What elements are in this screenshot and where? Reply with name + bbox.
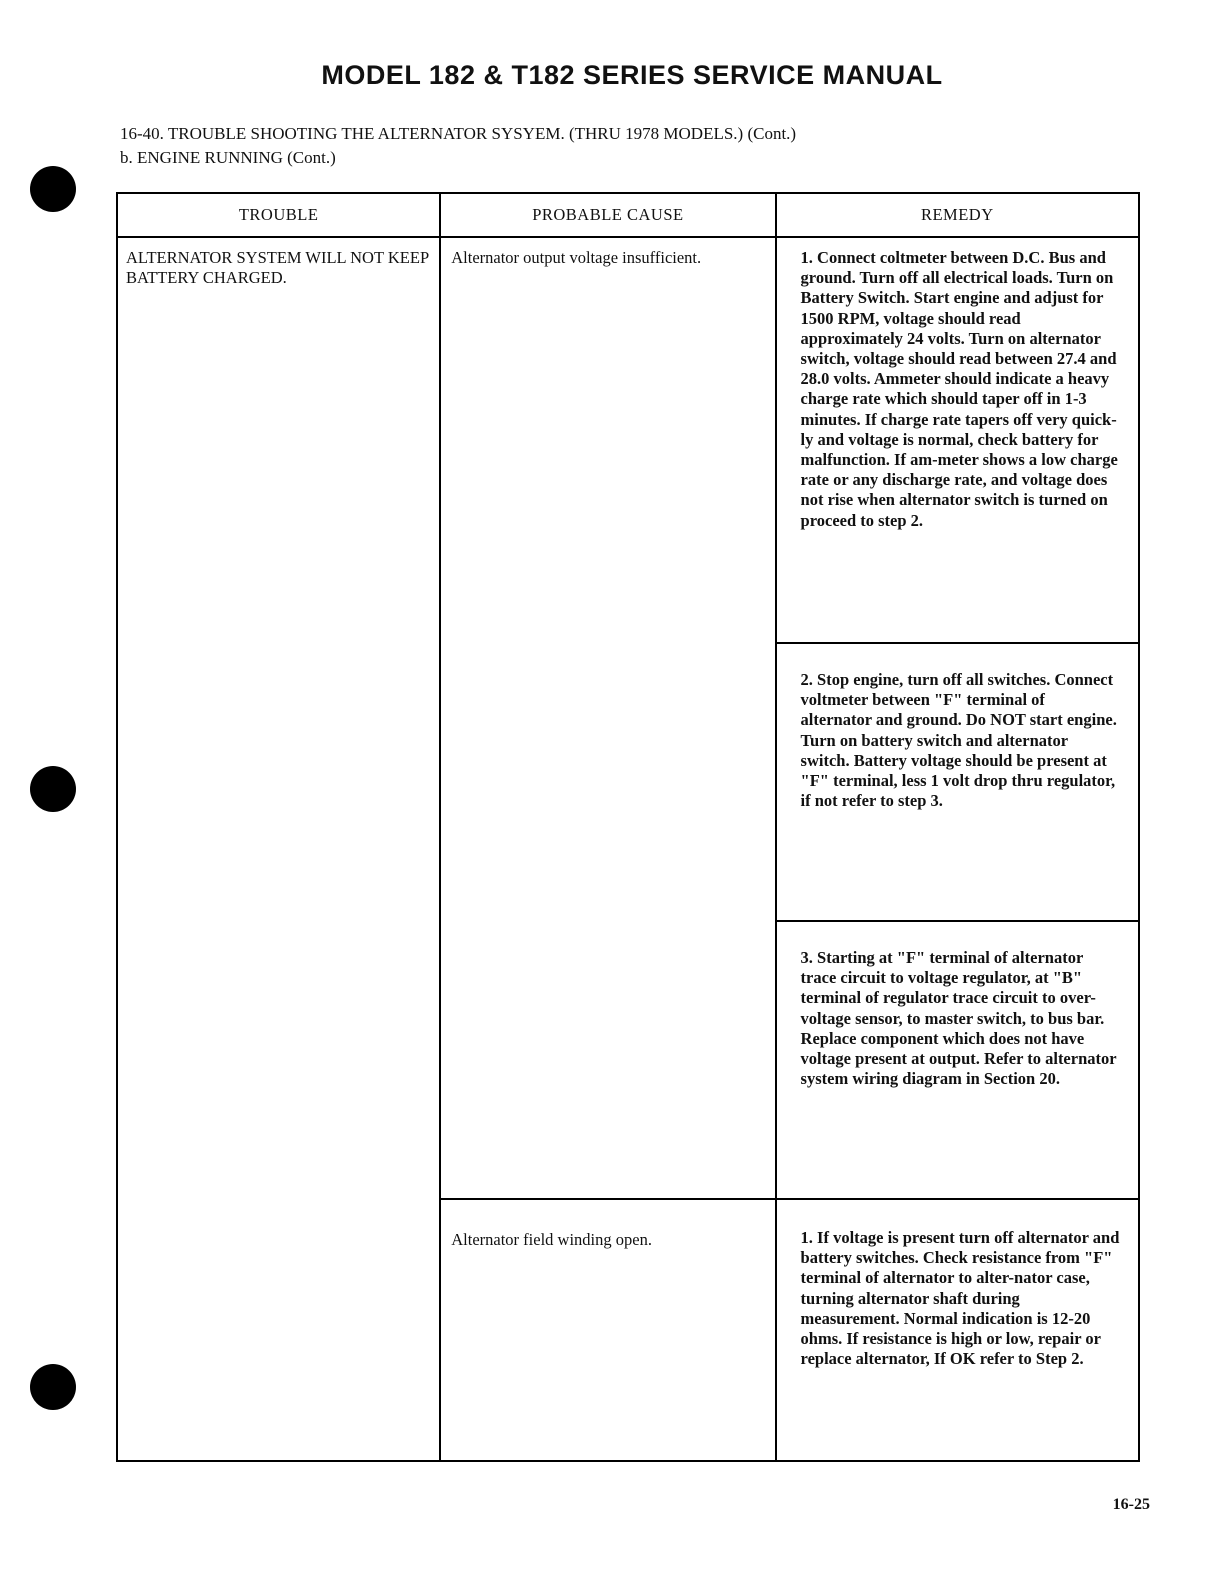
- troubleshooting-table: [116, 192, 1140, 1462]
- section-heading: 16-40. TROUBLE SHOOTING THE ALTERNATOR SYSYEM. (THRU 1978 MODELS.) (Cont.): [120, 124, 797, 143]
- remedy-cell: 2. Stop engine, turn off all switches. Connect voltmeter between "F" terminal of alternator and ground. Do NOT start engine. Turn on battery switch and alternator switch. Battery voltage should be present at "F" terminal, less 1 volt drop thru regulator, if not refer to step 3.: [776, 643, 1139, 921]
- cause-cell: Alternator field winding open.: [440, 1199, 775, 1461]
- table-row: [117, 237, 1139, 643]
- binder-hole-middle: [30, 766, 76, 812]
- binder-hole-top: [30, 166, 76, 212]
- remedy-cell: 3. Starting at "F" terminal of alternator trace circuit to voltage regulator, at "B" terminal of regulator trace circuit to over-voltage sensor, to master switch, to bus bar. Replace component which does not have voltage present at output. Refer to alternator system wiring diagram in Section 20.: [776, 921, 1139, 1199]
- cause-cell: Alternator output voltage insufficient.: [440, 237, 775, 1199]
- table-header-row: [117, 193, 1139, 237]
- subsection-heading: b. ENGINE RUNNING (Cont.): [120, 148, 336, 167]
- page-number: 16-25: [1112, 1496, 1150, 1513]
- remedy-cell: 1. If voltage is present turn off alternator and battery switches. Check resistance from "F" terminal of alternator to alter-nator case, turning alternator shaft during measurement. Normal indication is 12-20 ohms. If resistance is high or low, repair or replace alternator, If OK refer to Step 2.: [776, 1199, 1139, 1461]
- remedy-cell: 1. Connect coltmeter between D.C. Bus and ground. Turn off all electrical loads. Turn on Battery Switch. Start engine and adjust for 1500 RPM, voltage should read approximately 24 volts. Turn on alternator switch, voltage should read between 27.4 and 28.0 volts. Ammeter should indicate a heavy charge rate which should taper off in 1-3 minutes. If charge rate tapers off very quick-ly and voltage is normal, check battery for malfunction. If am-meter shows a low charge rate or any discharge rate, and voltage does not rise when alternator switch is turned on proceed to step 2.: [776, 237, 1139, 643]
- binder-hole-bottom: [30, 1364, 76, 1410]
- trouble-cell: ALTERNATOR SYSTEM WILL NOT KEEP BATTERY CHARGED.: [117, 237, 440, 1461]
- column-header-probable-cause: PROBABLE CAUSE: [440, 193, 775, 237]
- manual-title: MODEL 182 & T182 SERIES SERVICE MANUAL: [321, 60, 943, 90]
- column-header-remedy: REMEDY: [776, 193, 1139, 237]
- column-header-trouble: TROUBLE: [117, 193, 440, 237]
